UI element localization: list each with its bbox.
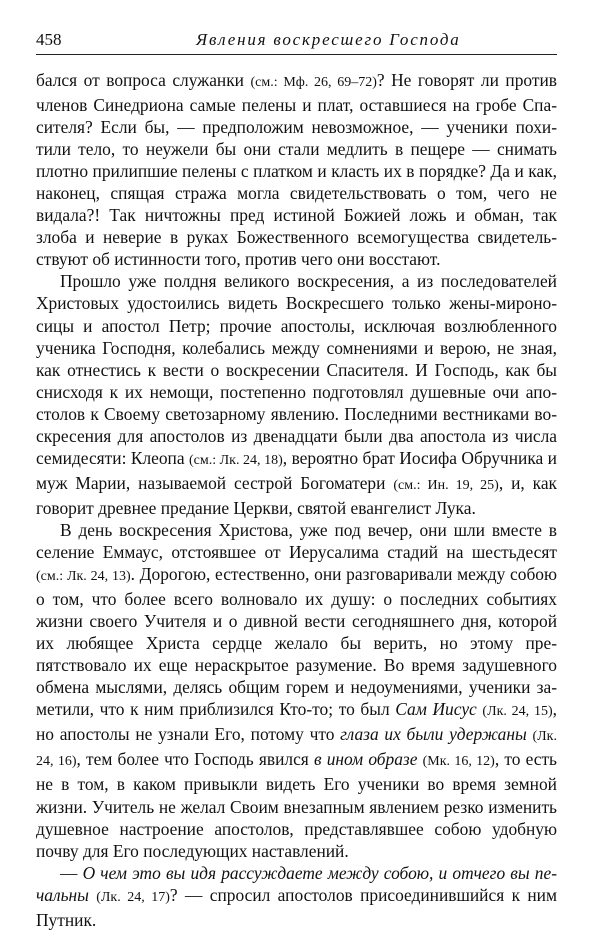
scripture-reference: (см.: Мф. 26, 69–72) bbox=[250, 75, 377, 90]
scripture-reference: (см.: Лк. 24, 18) bbox=[188, 452, 283, 468]
italic-quote: О чем это вы идя рассуждаете между собою, и отчего вы печальны bbox=[36, 862, 557, 905]
text-run: , но апостолы не узнали Его, потому что bbox=[36, 699, 558, 745]
paragraph bbox=[36, 69, 557, 270]
italic-quote: Сам Иисус bbox=[395, 699, 477, 720]
header-rule bbox=[36, 54, 557, 55]
scripture-reference: (Лк. 24, 15) bbox=[482, 704, 553, 720]
italic-quote: глаза их были удержаны bbox=[340, 724, 527, 745]
text-run: ? Не говорят ли против членов Синедриона самые пелены и плат, оставшиеся на гробе Спасителя? Если бы, — предположим невозможное, — ученики похитили тело, то неужели бы они стали медлить в пещере — снимать плотно прилипшие пелены с платком и класть их в порядке? Да и как, наконец, спящая стража могла свидетельствовать о том, чего не видала?! Так ничтожны пред истиной Божией ложь и обман, так злоба и неверие в руках Божественного всемогущества свидетельствуют об истинности того, против чего они восстают. bbox=[36, 70, 557, 270]
text-run: В день воскресения Христова, уже под вечер, они шли вместе в селение Еммаус, отстоявшее от Иерусалима стадий на шестьдесят bbox=[36, 519, 557, 562]
scripture-reference: (Лк. 24, 16) bbox=[36, 729, 557, 770]
running-title: Явления воскресшего Господа bbox=[196, 30, 461, 49]
text-body bbox=[36, 69, 557, 931]
text-run: , то есть не в том, в каком привыкли видеть Его ученики во время земной жизни. Учитель не желал Своим внезапным явлением резко изменить душевное настроение апостолов, представлявшее собою удобную почву для Его последующих наставлений. bbox=[36, 749, 557, 861]
text-run: — bbox=[60, 862, 83, 883]
text-run: , вероятно брат Иосифа Обручника и муж Марии, называемой сестрой Богоматери bbox=[36, 447, 557, 493]
scripture-reference: (см.: Лк. 24, 13) bbox=[36, 569, 131, 585]
paragraph bbox=[36, 862, 557, 931]
text-run: , и, как говорит древнее предание Церкви, святой евангелист Лука. bbox=[36, 472, 557, 518]
scripture-reference: (Лк. 24, 17) bbox=[96, 889, 170, 905]
scripture-reference: (см.: Ин. 19, 25) bbox=[393, 477, 499, 493]
page-header bbox=[36, 30, 556, 52]
text-run bbox=[89, 885, 96, 905]
text-run: . Дорогою, естественно, они разговаривали между собою о том, что более всего волновало их душу: о последних событиях жизни своего Учителя и о дивной вести сегодняшнего дня, которой их любящее Христа сердце желало бы верить, но этому препятствовало их еще нераскрытое разумение. Во время задушевного обмена мыслями, делясь общим горем и недоумениями, ученики заметили, что к ним приблизился Кто-то; то был bbox=[36, 564, 557, 720]
paragraph bbox=[36, 519, 557, 862]
text-run: , тем более что Господь явился bbox=[76, 749, 314, 770]
text-run: ? — спросил апостолов присоединившийся к ним Путник. bbox=[36, 884, 557, 930]
italic-quote: в ином образе bbox=[313, 749, 418, 770]
paragraph bbox=[36, 270, 557, 519]
text-run: Прошло уже полдня великого воскресения, а из последователей Христовых удостоились видеть Воскресшего только жены-мироносицы и апостол Петр; прочие апостолы, исключая возлюбленного ученика Господня, колебались между сомнениями и верою, не зная, как отнестись к вести о воскресении Спасителя. И Господь, как бы снисходя к их немощи, постепенно подготовлял душевные очи апостолов к Своему светозарному явлению. Последними вестниками воскресения для апостолов из двенадцати были два апостола из числа семидесяти: Клеопа bbox=[36, 271, 557, 468]
scripture-reference: (Мк. 16, 12) bbox=[422, 754, 495, 770]
page-number: 458 bbox=[36, 30, 62, 49]
text-run: бался от вопроса служанки bbox=[36, 70, 251, 90]
